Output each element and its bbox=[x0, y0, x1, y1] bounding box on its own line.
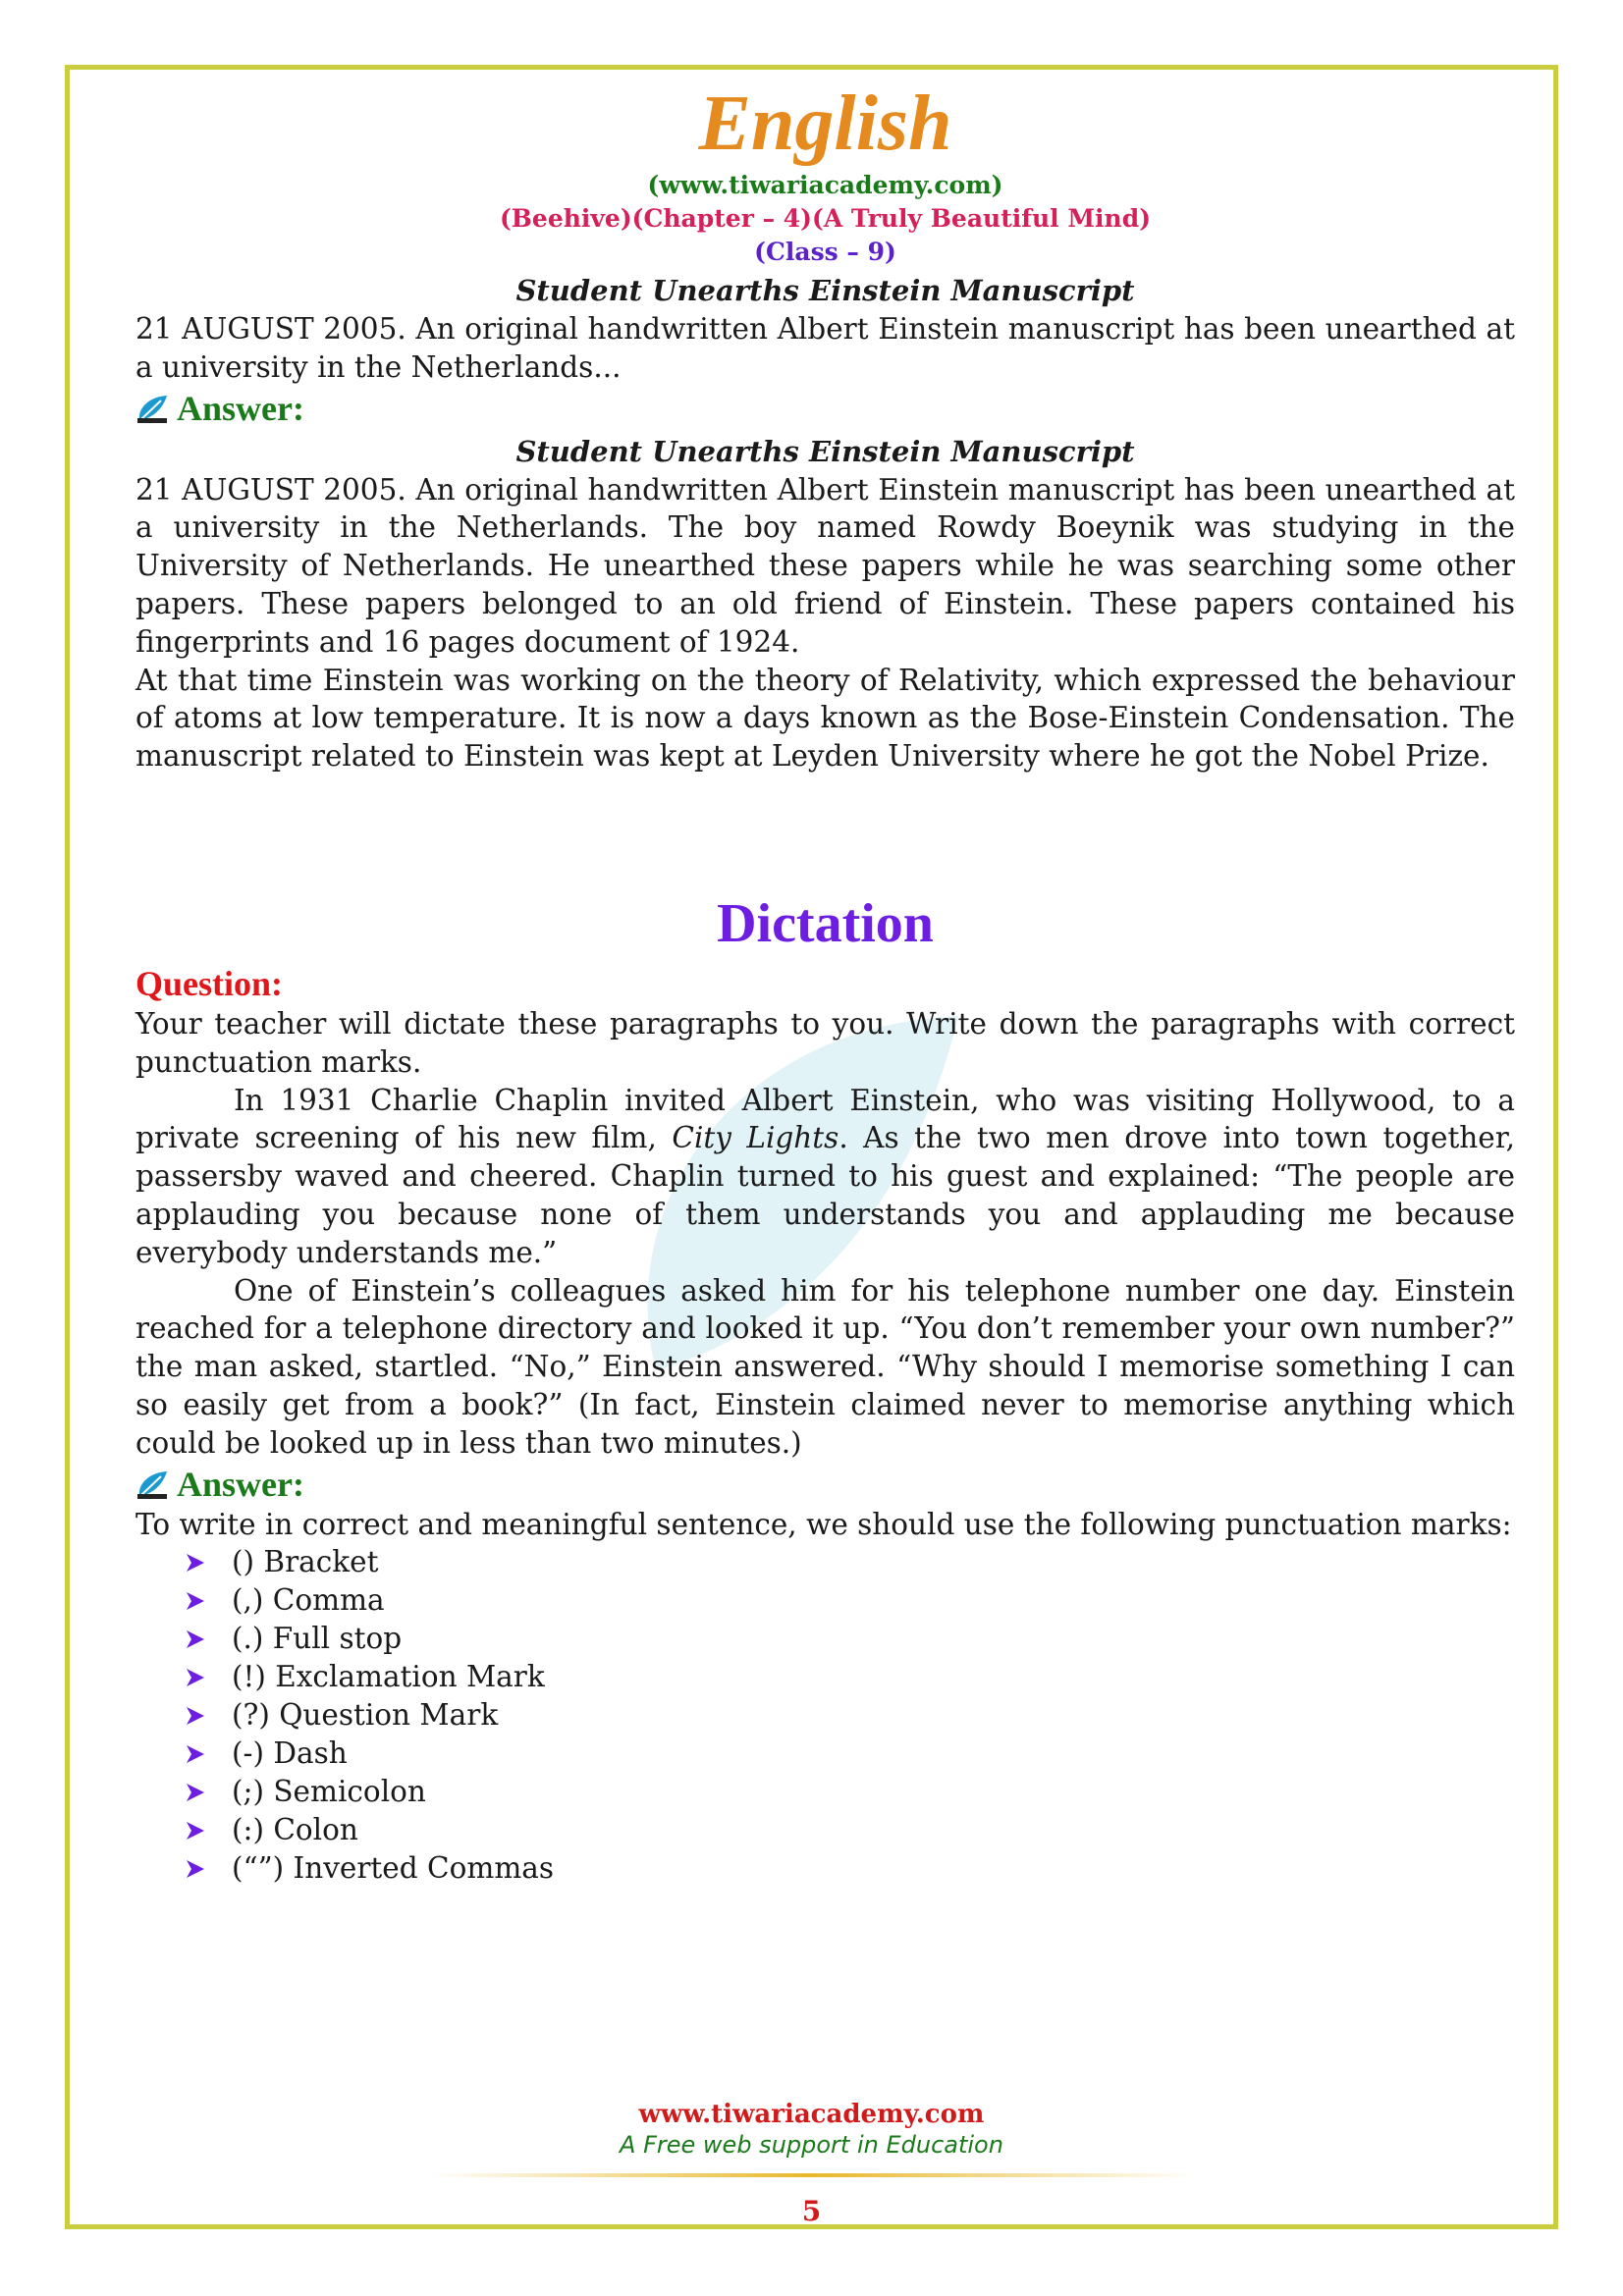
list-item: (!) Exclamation Mark bbox=[185, 1658, 1515, 1696]
list-item: (;) Semicolon bbox=[185, 1773, 1515, 1811]
answer-paragraph-1: 21 AUGUST 2005. An original handwritten Albert Einstein manuscript has been unearthed at a university in the Netherlands. The boy named Rowdy Boeynik was studying in the University of Netherlands. He unearthed these papers while he was searching some other papers. These papers belonged to an old friend of Einstein. These papers contained his fingerprints and 16 pages document of 1924. bbox=[135, 472, 1515, 659]
punctuation-list bbox=[135, 1543, 1515, 1888]
answer-label bbox=[135, 387, 1515, 430]
arrow-bullet-icon bbox=[185, 1705, 206, 1727]
dictation-paragraph-2: One of Einstein’s colleagues asked him for his telephone number one day. Einstein reached for a telephone directory and looked it up. “You don’t remember your own number?” the man asked, startled. “No,” Einstein answered. “Why should I memorise something I can so easily get from a book?” (In fact, Einstein claimed never to memorise anything which could be looked up in less than two minutes.) bbox=[135, 1273, 1515, 1460]
footer-tagline: A Free web support in Education bbox=[620, 2131, 1003, 2159]
answer-heading: Student Unearths Einstein Manuscript bbox=[515, 434, 1135, 468]
list-item: (?) Question Mark bbox=[185, 1696, 1515, 1735]
page-title: English bbox=[698, 80, 952, 167]
list-item: () Bracket bbox=[185, 1543, 1515, 1581]
arrow-bullet-icon bbox=[185, 1552, 206, 1574]
arrow-bullet-icon bbox=[185, 1590, 206, 1612]
list-item: (.) Full stop bbox=[185, 1620, 1515, 1658]
footer-divider bbox=[429, 2173, 1195, 2177]
header-chapter: (Beehive)(Chapter – 4)(A Truly Beautiful Mind) bbox=[499, 204, 1152, 233]
answer-intro: To write in correct and meaningful sentence, we should use the following punctuation marks: bbox=[135, 1507, 1512, 1541]
answer-label-text: Answer: bbox=[177, 388, 304, 428]
dictation-heading: Dictation bbox=[717, 892, 934, 954]
film-title: City Lights bbox=[672, 1121, 839, 1155]
task-heading: Student Unearths Einstein Manuscript bbox=[515, 274, 1135, 307]
arrow-bullet-icon bbox=[185, 1667, 206, 1688]
dictation-instruction: Your teacher will dictate these paragraphs to you. Write down the paragraphs with correct punctuation marks. bbox=[135, 1006, 1515, 1079]
list-item: (,) Comma bbox=[185, 1581, 1515, 1620]
task-prompt: 21 AUGUST 2005. An original handwritten Albert Einstein manuscript has been unearthed at a university in the Netherlands... bbox=[135, 312, 1515, 384]
dictation-paragraph-1-start: In 1931 Charlie Chaplin invited Albert Einstein, who was visiting Hollywood, to a private screening of his new film, bbox=[135, 1083, 1515, 1155]
answer-label-2 bbox=[135, 1463, 1515, 1506]
dictation-paragraph-1-end: . As the two men drove into town together, passersby waved and cheered. Chaplin turned to his guest and explained: “The people are applauding you because none of them understands you and applauding me because everybody understands me.” bbox=[135, 1121, 1515, 1269]
answer-paragraph-2: At that time Einstein was working on the theory of Relativity, which expressed the behaviour of atoms at low temperature. It is now a days known as the Bose-Einstein Condensation. The manuscript related to Einstein was kept at Leyden University where he got the Nobel Prize. bbox=[135, 663, 1515, 774]
tiwari-logo-icon bbox=[135, 393, 171, 424]
dictation-paragraph-1 bbox=[135, 1082, 1515, 1272]
tiwari-logo-icon bbox=[135, 1468, 171, 1500]
arrow-bullet-icon bbox=[185, 1629, 206, 1650]
footer-site-link[interactable]: www.tiwariacademy.com bbox=[638, 2100, 985, 2129]
list-item: (:) Colon bbox=[185, 1811, 1515, 1849]
list-item: (-) Dash bbox=[185, 1735, 1515, 1773]
header-class: (Class – 9) bbox=[754, 238, 896, 266]
arrow-bullet-icon bbox=[185, 1820, 206, 1842]
arrow-bullet-icon bbox=[185, 1858, 206, 1880]
question-label: Question: bbox=[135, 963, 284, 1003]
page-number: 5 bbox=[801, 2195, 822, 2227]
page-footer bbox=[0, 2099, 1623, 2228]
answer-label-2-text: Answer: bbox=[177, 1464, 304, 1504]
list-item: (“”) Inverted Commas bbox=[185, 1849, 1515, 1888]
arrow-bullet-icon bbox=[185, 1782, 206, 1803]
arrow-bullet-icon bbox=[185, 1743, 206, 1765]
header-site: (www.tiwariacademy.com) bbox=[647, 171, 1003, 199]
page-content bbox=[135, 79, 1515, 1888]
